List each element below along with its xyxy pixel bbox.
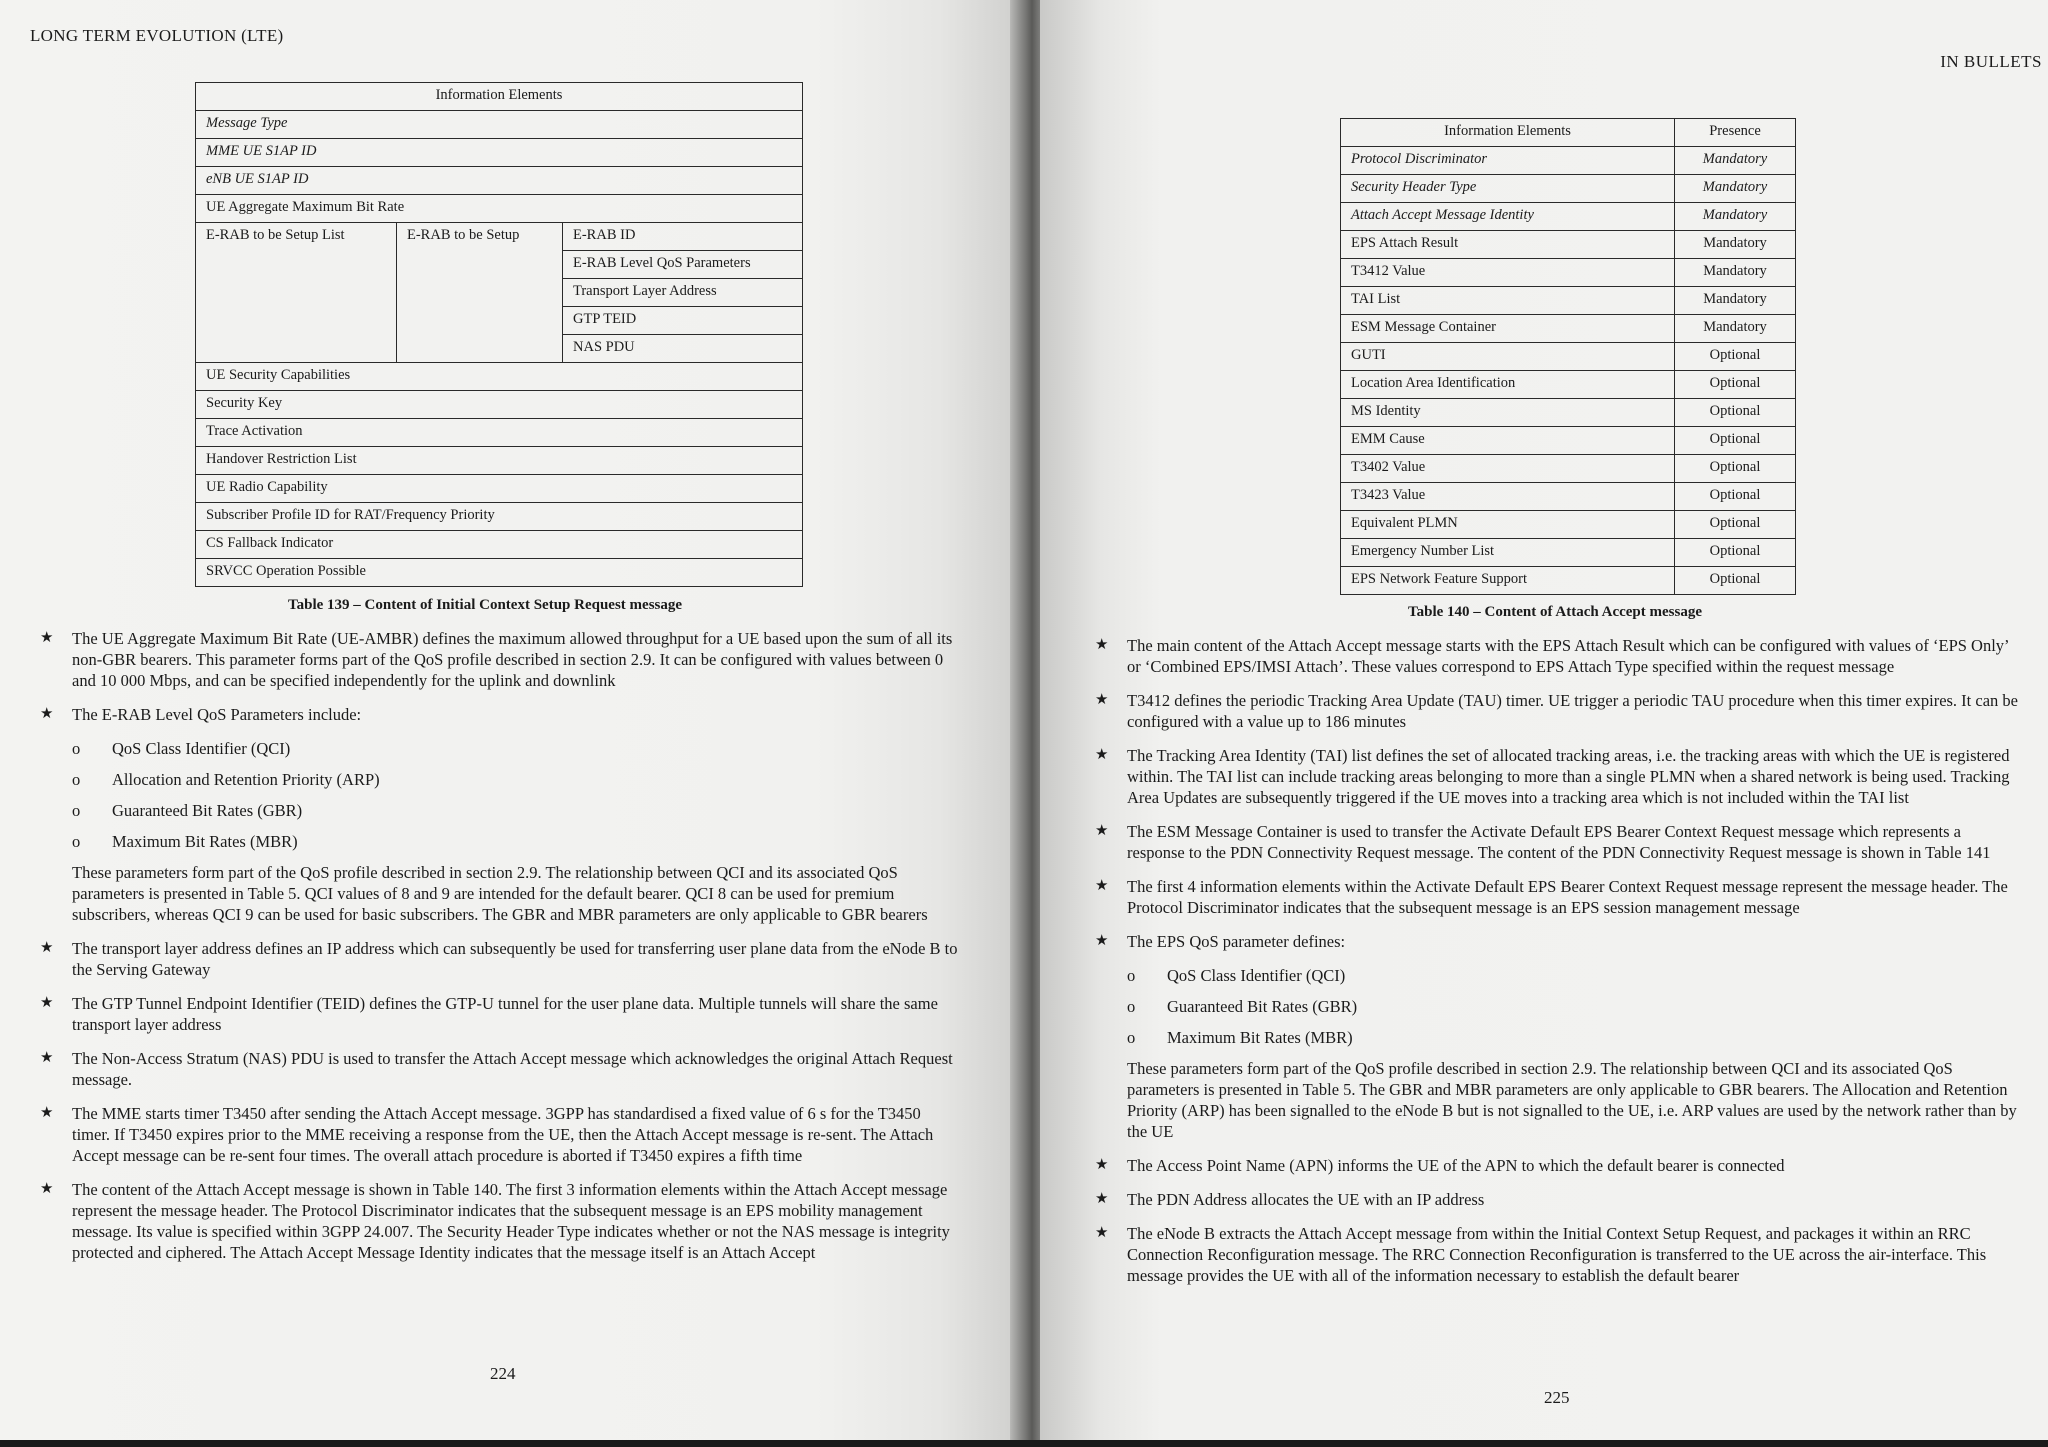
ie-cell: Equivalent PLMN xyxy=(1341,511,1675,539)
circle-bullet-icon: o xyxy=(72,739,81,758)
table-row: Handover Restriction List xyxy=(196,447,803,475)
sub-bullet: o QoS Class Identifier (QCI) xyxy=(1127,966,1346,985)
table-row xyxy=(1341,399,1796,427)
table-row xyxy=(1341,483,1796,511)
bullet-item: ★ The Non-Access Stratum (NAS) PDU is used to transfer the Attach Accept message which acknowledges the original Attach Request message. xyxy=(40,1049,953,1089)
ie-cell: EPS Attach Result xyxy=(1341,231,1675,259)
table-caption: Table 140 – Content of Attach Accept message xyxy=(1408,604,1703,620)
presence-cell: Optional xyxy=(1675,455,1796,483)
sub-bullet: o Guaranteed Bit Rates (GBR) xyxy=(72,801,303,820)
star-bullet-icon: ★ xyxy=(40,706,54,722)
star-bullet-icon: ★ xyxy=(1095,878,1109,894)
page-number: 225 xyxy=(1544,1388,1570,1407)
table-header: Information Elements xyxy=(196,83,803,111)
right-page xyxy=(1040,0,2048,1440)
star-bullet-icon: ★ xyxy=(1095,1157,1109,1173)
bullet-item: ★ The ESM Message Container is used to transfer the Activate Default EPS Bearer Context Request message which represents a response to the PDN Connectivity Request message. The content of the PDN Connectivity Request message is shown in Table 141 xyxy=(1095,822,1991,862)
presence-cell: Optional xyxy=(1675,343,1796,371)
table-row: MME UE S1AP ID xyxy=(196,139,803,167)
ie-cell: GUTI xyxy=(1341,343,1675,371)
bullet-item: ★ The main content of the Attach Accept message starts with the EPS Attach Result which can be configured with values of ‘EPS Only’ or ‘Combined EPS/IMSI Attach’. These values correspond to EPS Attach Type specified within the request message xyxy=(1095,636,2009,676)
star-bullet-icon: ★ xyxy=(1095,1225,1109,1241)
table-row xyxy=(1341,343,1796,371)
sub-bullet: o Maximum Bit Rates (MBR) xyxy=(72,832,298,851)
presence-cell: Optional xyxy=(1675,399,1796,427)
circle-bullet-icon: o xyxy=(1127,997,1136,1016)
table-row xyxy=(1341,427,1796,455)
running-header: LONG TERM EVOLUTION (LTE) xyxy=(30,26,284,45)
star-bullet-icon: ★ xyxy=(40,1050,54,1066)
circle-bullet-icon: o xyxy=(72,770,81,789)
presence-cell: Mandatory xyxy=(1675,203,1796,231)
circle-bullet-icon: o xyxy=(72,832,81,851)
erab-setup-cell: E-RAB to be Setup xyxy=(397,223,563,363)
ie-cell: MS Identity xyxy=(1341,399,1675,427)
sub-bullet: o QoS Class Identifier (QCI) xyxy=(72,739,291,758)
presence-cell: Optional xyxy=(1675,511,1796,539)
bullet-item: ★ The PDN Address allocates the UE with an IP address xyxy=(1095,1190,1485,1209)
ie-cell: T3423 Value xyxy=(1341,483,1675,511)
table-row xyxy=(1341,147,1796,175)
circle-bullet-icon: o xyxy=(1127,1028,1136,1047)
ie-cell: ESM Message Container xyxy=(1341,315,1675,343)
table-row: SRVCC Operation Possible xyxy=(196,559,803,587)
table-row: Security Key xyxy=(196,391,803,419)
star-bullet-icon: ★ xyxy=(1095,823,1109,839)
ie-cell: Emergency Number List xyxy=(1341,539,1675,567)
ie-cell: T3412 Value xyxy=(1341,259,1675,287)
bullet-item: ★ The first 4 information elements within the Activate Default EPS Bearer Context Request message represent the message header. The Protocol Discriminator indicates that the subsequent message is an EPS session management message xyxy=(1095,877,2008,917)
qos-paragraph: These parameters form part of the QoS profile described in section 2.9. The relationship between QCI and its associated QoS parameters is presented in Table 5. QCI values of 8 and 9 are intended for the default bearer. QCI 8 can be used for premium subscribers, whereas QCI 9 can be used for basic subscribers. The GBR and MBR parameters are only applicable to GBR bearers xyxy=(72,863,928,924)
table-row xyxy=(1341,315,1796,343)
ie-cell: EPS Network Feature Support xyxy=(1341,567,1675,595)
table-row xyxy=(1341,203,1796,231)
erab-item: E-RAB Level QoS Parameters xyxy=(563,251,803,279)
ie-cell: Attach Accept Message Identity xyxy=(1341,203,1675,231)
bullet-item: ★ The transport layer address defines an IP address which can subsequently be used for transferring user plane data from the eNode B to the Serving Gateway xyxy=(40,939,958,979)
bullet-list xyxy=(40,628,960,1276)
presence-cell: Optional xyxy=(1675,539,1796,567)
table-row xyxy=(1341,567,1796,595)
table-row: Subscriber Profile ID for RAT/Frequency Priority xyxy=(196,503,803,531)
bullet-item: ★ The E-RAB Level QoS Parameters include: xyxy=(40,705,362,724)
bullet-item: ★ The EPS QoS parameter defines: xyxy=(1095,932,1346,951)
circle-bullet-icon: o xyxy=(72,801,81,820)
table-row xyxy=(1341,287,1796,315)
ie-cell: EMM Cause xyxy=(1341,427,1675,455)
sub-bullet: o Guaranteed Bit Rates (GBR) xyxy=(1127,997,1358,1016)
star-bullet-icon: ★ xyxy=(40,630,54,646)
table-header: Presence xyxy=(1675,119,1796,147)
star-bullet-icon: ★ xyxy=(1095,1191,1109,1207)
ie-cell: Security Header Type xyxy=(1341,175,1675,203)
bullet-item: ★ The GTP Tunnel Endpoint Identifier (TEID) defines the GTP-U tunnel for the user plane data. Multiple tunnels will share the same transport layer address xyxy=(40,994,938,1034)
star-bullet-icon: ★ xyxy=(1095,692,1109,708)
star-bullet-icon: ★ xyxy=(40,940,54,956)
presence-cell: Mandatory xyxy=(1675,259,1796,287)
bullet-item: ★ The eNode B extracts the Attach Accept message from within the Initial Context Setup Request, and packages it within an RRC Connection Reconfiguration message. The RRC Connection Reconfiguration is transferred to the UE across the air-interface. This message provides the UE with all of the information necessary to establish the default bearer xyxy=(1095,1224,1987,1285)
ie-cell: T3402 Value xyxy=(1341,455,1675,483)
circle-bullet-icon: o xyxy=(1127,966,1136,985)
qos-paragraph: These parameters form part of the QoS profile described in section 2.9. The relationship between QCI and its associated QoS parameters is presented in Table 5. The GBR and MBR parameters are only applicable to GBR bearers. The Allocation and Retention Priority (ARP) has been signalled to the eNode B but is not signalled to the UE, i.e. ARP values are used by the network rather than by the UE xyxy=(1127,1059,2017,1141)
erab-item: GTP TEID xyxy=(563,307,803,335)
presence-cell: Optional xyxy=(1675,371,1796,399)
erab-item: Transport Layer Address xyxy=(563,279,803,307)
table-row xyxy=(1341,455,1796,483)
presence-cell: Mandatory xyxy=(1675,231,1796,259)
table-row: eNB UE S1AP ID xyxy=(196,167,803,195)
star-bullet-icon: ★ xyxy=(1095,747,1109,763)
sub-bullet: o Allocation and Retention Priority (ARP) xyxy=(72,770,380,789)
table-row xyxy=(1341,175,1796,203)
star-bullet-icon: ★ xyxy=(40,1105,54,1121)
table-row: Message Type xyxy=(196,111,803,139)
bullet-item: ★ The Access Point Name (APN) informs the UE of the APN to which the default bearer is connected xyxy=(1095,1156,1785,1175)
table-header: Information Elements xyxy=(1341,119,1675,147)
erab-item: E-RAB ID xyxy=(563,223,803,251)
star-bullet-icon: ★ xyxy=(1095,933,1109,949)
ie-cell: TAI List xyxy=(1341,287,1675,315)
presence-cell: Optional xyxy=(1675,483,1796,511)
bullet-list xyxy=(1095,635,2020,1299)
bullet-item: ★ The UE Aggregate Maximum Bit Rate (UE-AMBR) defines the maximum allowed throughput for a UE based upon the sum of all its non-GBR bearers. This parameter forms part of the QoS profile described in section 2.9. It can be configured with values between 0 and 10 000 Mbps, and can be specified independently for the uplink and downlink xyxy=(40,629,953,690)
star-bullet-icon: ★ xyxy=(40,995,54,1011)
table-row xyxy=(1341,259,1796,287)
presence-cell: Optional xyxy=(1675,567,1796,595)
bullet-item: ★ The MME starts timer T3450 after sending the Attach Accept message. 3GPP has standardised a fixed value of 6 s for the T3450 timer. If T3450 expires prior to the MME receiving a response from the UE, then the Attach Accept message is re-sent. The Attach Accept message can be re-sent four times. The overall attach procedure is aborted if T3450 expires a fifth time xyxy=(40,1104,934,1165)
presence-cell: Mandatory xyxy=(1675,315,1796,343)
page-number: 224 xyxy=(490,1364,516,1383)
left-page xyxy=(0,0,1020,1440)
table-row xyxy=(1341,231,1796,259)
presence-cell: Optional xyxy=(1675,427,1796,455)
table-140 xyxy=(1340,118,1796,595)
ie-cell: Protocol Discriminator xyxy=(1341,147,1675,175)
table-row: UE Security Capabilities xyxy=(196,363,803,391)
presence-cell: Mandatory xyxy=(1675,175,1796,203)
sub-bullet: o Maximum Bit Rates (MBR) xyxy=(1127,1028,1353,1047)
table-row xyxy=(1341,371,1796,399)
table-139 xyxy=(195,82,803,587)
erab-list-cell: E-RAB to be Setup List xyxy=(196,223,397,363)
table-row xyxy=(1341,539,1796,567)
star-bullet-icon: ★ xyxy=(40,1181,54,1197)
bullet-item: ★ T3412 defines the periodic Tracking Area Update (TAU) timer. UE trigger a periodic TAU procedure when this timer expires. It can be configured with a value up to 186 minutes xyxy=(1095,691,2018,731)
table-row: UE Radio Capability xyxy=(196,475,803,503)
star-bullet-icon: ★ xyxy=(1095,637,1109,653)
table-row: Trace Activation xyxy=(196,419,803,447)
erab-item: NAS PDU xyxy=(563,335,803,363)
table-caption: Table 139 – Content of Initial Context Setup Request message xyxy=(288,597,683,613)
bullet-item: ★ The Tracking Area Identity (TAI) list defines the set of allocated tracking areas, i.e. the tracking areas with which the UE is registered within. The TAI list can include tracking areas belonging to more than a single PLMN when a shared network is being used. Tracking Area Updates are subsequently triggered if the UE moves into a tracking area which is not included within the TAI list xyxy=(1095,746,2010,807)
presence-cell: Mandatory xyxy=(1675,147,1796,175)
table-row: CS Fallback Indicator xyxy=(196,531,803,559)
running-header: IN BULLETS xyxy=(1940,52,2042,71)
table-row: UE Aggregate Maximum Bit Rate xyxy=(196,195,803,223)
presence-cell: Mandatory xyxy=(1675,287,1796,315)
table-row xyxy=(1341,511,1796,539)
bullet-item: ★ The content of the Attach Accept message is shown in Table 140. The first 3 information elements within the Attach Accept message represent the message header. The Protocol Discriminator indicates that the subsequent message is an EPS mobility management message. Its value is specified within 3GPP 24.007. The Security Header Type indicates whether or not the NAS message is integrity protected and ciphered. The Attach Accept Message Identity indicates that the message itself is an Attach Accept xyxy=(40,1180,950,1262)
ie-cell: Location Area Identification xyxy=(1341,371,1675,399)
